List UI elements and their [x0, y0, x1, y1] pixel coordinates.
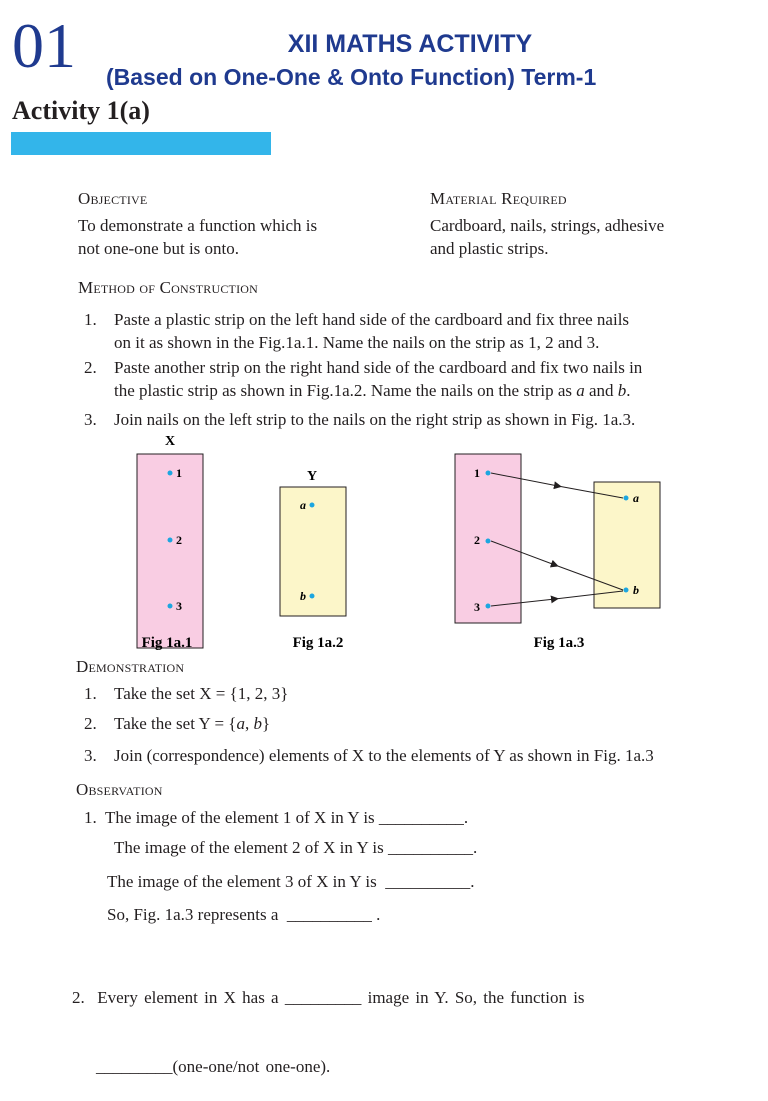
accent-bar	[11, 132, 271, 155]
observation-5	[72, 940, 702, 1101]
material-line-1: Cardboard, nails, strings, adhesive	[430, 216, 665, 235]
fig1-caption: Fig 1a.1	[141, 635, 193, 651]
map-nail-a	[624, 496, 629, 501]
observation-3: The image of the element 3 of X in Y is __________.	[107, 872, 475, 891]
observation-5-line-1: 2. Every element in X has a _________ image in Y. So, the function is	[72, 988, 585, 1007]
map-label-3: 3	[474, 600, 480, 614]
step-line: Paste another strip on the right hand side of the cardboard and fix two nails in	[114, 358, 643, 377]
item-text: Take the set X = {1, 2, 3}	[114, 684, 289, 703]
set-y-label: Y	[306, 469, 318, 484]
fig3-caption: Fig 1a.3	[533, 635, 585, 651]
step-line: the plastic strip as shown in Fig.1a.2. Name the nails on the strip as a and b.	[114, 381, 631, 400]
demonstration-heading: Demonstration	[76, 657, 185, 676]
material-text	[430, 214, 730, 260]
step-number: 2.	[84, 358, 97, 377]
map-nail-1	[486, 471, 491, 476]
observation-2: The image of the element 2 of X in Y is __________.	[114, 838, 478, 857]
map-label-1: 1	[474, 466, 480, 480]
material-heading: Material Required	[430, 189, 567, 208]
map-label-2: 2	[474, 533, 480, 547]
item-number: 2.	[84, 714, 97, 733]
fig2-caption: Fig 1a.2	[292, 635, 344, 651]
nail-2	[168, 538, 173, 543]
objective-heading: Objective	[78, 189, 148, 208]
map-nail-3	[486, 604, 491, 609]
objective-line-2: not one-one but is onto.	[78, 239, 240, 258]
demo-item-2	[84, 712, 744, 735]
step-line: Paste a plastic strip on the left hand side of the cardboard and fix three nails	[114, 310, 630, 329]
page-subtitle: (Based on One-One & Onto Function) Term-1	[106, 64, 597, 90]
material-line-2: and plastic strips.	[430, 239, 549, 258]
objective-line-1: To demonstrate a function which is	[78, 216, 318, 235]
page-title: XII MATHS ACTIVITY	[287, 30, 533, 58]
map-nail-b	[624, 588, 629, 593]
nail-a	[310, 503, 315, 508]
nail-label-a: a	[300, 498, 306, 512]
observation-4: So, Fig. 1a.3 represents a __________ .	[107, 905, 381, 924]
figures	[0, 428, 768, 654]
nail-b	[310, 594, 315, 599]
map-label-b: b	[633, 583, 639, 597]
nail-label-2: 2	[176, 533, 182, 547]
item-number: 1.	[84, 684, 97, 703]
step-number: 1.	[84, 310, 97, 329]
method-heading: Method of Construction	[78, 278, 259, 297]
method-steps	[84, 308, 744, 431]
nail-3	[168, 604, 173, 609]
set-x-label: X	[164, 434, 176, 449]
objective-text	[78, 214, 378, 260]
demo-item-1	[84, 682, 744, 705]
nail-label-3: 3	[176, 599, 182, 613]
item-text: Take the set Y = {a, b}	[114, 714, 271, 733]
item-text: Join (correspondence) elements of X to the elements of Y as shown in Fig. 1a.3	[114, 746, 654, 765]
observation-heading: Observation	[76, 780, 163, 799]
nail-label-b: b	[300, 589, 306, 603]
map-label-a: a	[633, 491, 639, 505]
step-line: Join nails on the left strip to the nails on the right strip as shown in Fig. 1a.3.	[114, 410, 636, 429]
method-step-1	[84, 308, 744, 354]
activity-title: Activity 1(a)	[12, 96, 150, 125]
nail-label-1: 1	[176, 466, 182, 480]
strip-x	[137, 454, 203, 648]
demonstration-list	[84, 682, 744, 767]
item-number: 3.	[84, 746, 97, 765]
chapter-number: 01	[12, 10, 76, 81]
observation-1: 1. The image of the element 1 of X in Y is __________.	[84, 808, 469, 827]
map-nail-2	[486, 539, 491, 544]
step-line: on it as shown in the Fig.1a.1. Name the nails on the strip as 1, 2 and 3.	[114, 333, 600, 352]
demo-item-3	[84, 744, 744, 767]
step-number: 3.	[84, 410, 97, 429]
nail-1	[168, 471, 173, 476]
method-step-2	[84, 356, 744, 402]
observation-5-line-2: _________(one-one/not one-one).	[96, 1057, 331, 1076]
